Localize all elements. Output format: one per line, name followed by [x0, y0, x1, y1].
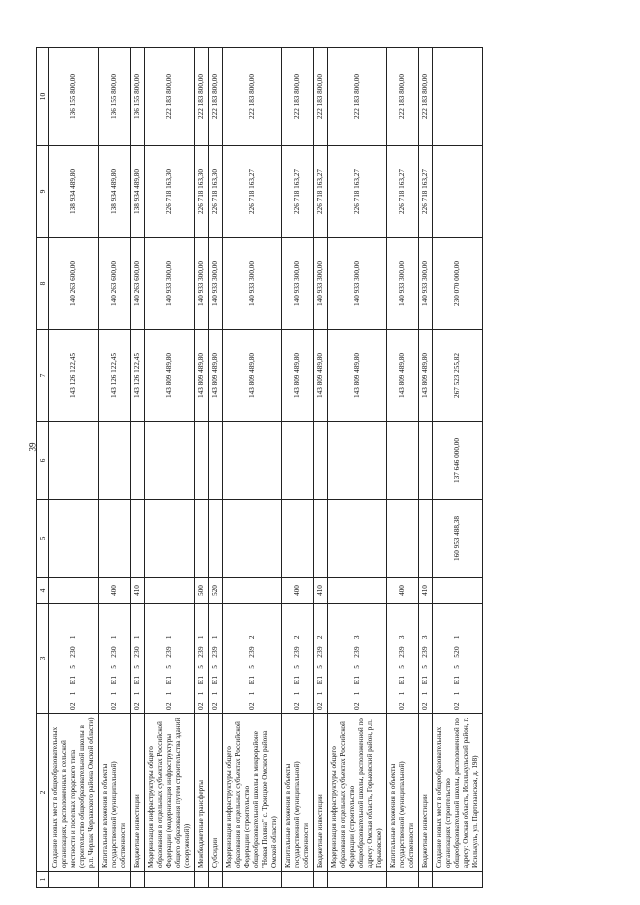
row-description: Межбюджетные трансферты [195, 714, 209, 872]
row-value-c4: 400 [387, 578, 419, 604]
row-value-c6: 137 646 000,00 [433, 422, 483, 500]
column-header-2: 2 [37, 714, 49, 872]
code-part: 3 [352, 635, 361, 640]
code-part: 1 [69, 691, 78, 696]
code-part: 5 [398, 664, 407, 669]
code-part: 239 [165, 646, 174, 658]
code-part: 02 [165, 702, 174, 710]
row-value-c7: 143 809 489,80 [387, 330, 419, 422]
code-part: 02 [398, 702, 407, 710]
row-value-c7: 143 809 489,80 [282, 330, 314, 422]
row-description: Капитальные вложения в объекты государственной (муниципальной) собственности [387, 714, 419, 872]
code-part: 1 [197, 691, 206, 696]
row-description: Создание новых мест в общеобразовательных организациях (строительство общеобразовательной школы, расположенной по адресу: Омская область, Исилькульский район, г. Исилькуль, ул. Партизанская, д. 198) [433, 714, 483, 872]
row-value-c5 [282, 500, 314, 578]
code-part: 1 [165, 691, 174, 696]
row-code [314, 604, 328, 714]
row-index-cell [282, 872, 314, 888]
code-part: 3 [398, 635, 407, 640]
code-part: 239 [421, 646, 430, 658]
row-value-c10: 136 155 800,00 [131, 48, 145, 146]
row-value-c10: 222 183 800,00 [387, 48, 419, 146]
row-description: Модернизация инфраструктуры общего образования в отдельных субъектах Российской Федерации (строительство общеобразовательной школы, расположенной по адресу: Омская область, Горьковский район, р.п. Горьковское) [328, 714, 387, 872]
row-value-c5 [328, 500, 387, 578]
table-row [433, 48, 483, 888]
row-value-c6 [282, 422, 314, 500]
row-value-c8: 230 070 000,00 [433, 238, 483, 330]
code-part: 5 [421, 664, 430, 669]
code-part: E1 [69, 675, 78, 685]
row-code [328, 604, 387, 714]
row-value-c4: 410 [419, 578, 433, 604]
code-part: E1 [110, 675, 119, 685]
row-value-c8: 140 933 300,00 [314, 238, 328, 330]
code-part: 1 [110, 635, 119, 640]
row-value-c6 [145, 422, 195, 500]
code-part: 239 [211, 646, 220, 658]
row-value-c7: 143 809 489,80 [195, 330, 209, 422]
code-part: E1 [197, 675, 206, 685]
row-value-c6 [49, 422, 99, 500]
code-part: 3 [421, 635, 430, 640]
code-part: 239 [247, 646, 256, 658]
row-value-c5 [419, 500, 433, 578]
code-part: 1 [316, 691, 325, 696]
code-part: 5 [211, 664, 220, 669]
row-value-c9: 226 718 163,30 [145, 146, 195, 238]
code-part: 230 [110, 646, 119, 658]
row-description: Капитальные вложения в объекты государственной (муниципальной) собственности [282, 714, 314, 872]
row-value-c7: 267 523 255,82 [433, 330, 483, 422]
code-part: E1 [398, 675, 407, 685]
code-part: 5 [133, 664, 142, 669]
row-value-c6 [99, 422, 131, 500]
row-index-cell [387, 872, 419, 888]
row-value-c4: 400 [282, 578, 314, 604]
row-value-c4 [223, 578, 282, 604]
row-index-cell [433, 872, 483, 888]
row-value-c5 [223, 500, 282, 578]
row-value-c5 [209, 500, 223, 578]
row-value-c6 [387, 422, 419, 500]
row-value-c8: 140 263 600,00 [131, 238, 145, 330]
row-value-c8: 140 933 300,00 [223, 238, 282, 330]
row-value-c8: 140 933 300,00 [387, 238, 419, 330]
row-index-cell [195, 872, 209, 888]
row-value-c10: 222 183 800,00 [209, 48, 223, 146]
row-value-c9: 226 718 163,27 [419, 146, 433, 238]
row-value-c8: 140 263 600,00 [99, 238, 131, 330]
row-index-cell [131, 872, 145, 888]
code-part: 5 [293, 664, 302, 669]
row-value-c9: 226 718 163,27 [387, 146, 419, 238]
code-part: 5 [247, 664, 256, 669]
budget-table [36, 47, 483, 888]
row-value-c9: 138 934 489,80 [131, 146, 145, 238]
row-description: Субсидии [209, 714, 223, 872]
row-value-c6 [131, 422, 145, 500]
row-description: Бюджетные инвестиции [419, 714, 433, 872]
row-value-c7: 143 809 489,80 [328, 330, 387, 422]
column-header-9: 9 [37, 146, 49, 238]
row-value-c10: 222 183 800,00 [282, 48, 314, 146]
code-part: 239 [352, 646, 361, 658]
table-row [328, 48, 387, 888]
code-part: 02 [421, 702, 430, 710]
row-description: Модернизация инфраструктуры общего образования в отдельных субъектах Российской Федерации (строительство общеобразовательной школы в микрорайоне "Новая Поляна" с. Троицкое Омского района Омской области) [223, 714, 282, 872]
row-value-c5 [387, 500, 419, 578]
row-value-c4: 500 [195, 578, 209, 604]
table-row [282, 48, 314, 888]
row-value-c8: 140 933 300,00 [419, 238, 433, 330]
code-part: 230 [133, 646, 142, 658]
row-value-c10: 222 183 800,00 [223, 48, 282, 146]
row-value-c7: 143 126 122,45 [131, 330, 145, 422]
row-value-c4: 520 [209, 578, 223, 604]
code-part: 239 [398, 646, 407, 658]
code-part: E1 [211, 675, 220, 685]
row-value-c9: 226 718 163,27 [223, 146, 282, 238]
row-value-c6 [328, 422, 387, 500]
row-index-cell [209, 872, 223, 888]
row-value-c5 [99, 500, 131, 578]
table-header-row [37, 48, 49, 888]
row-value-c7: 143 126 122,45 [49, 330, 99, 422]
row-index-cell [419, 872, 433, 888]
code-part: E1 [133, 675, 142, 685]
code-part: 5 [316, 664, 325, 669]
code-part: 02 [453, 702, 462, 710]
row-value-c9: 138 934 489,80 [99, 146, 131, 238]
row-index-cell [314, 872, 328, 888]
code-part: 230 [69, 646, 78, 658]
code-part: 02 [133, 702, 142, 710]
row-value-c4 [49, 578, 99, 604]
row-value-c8: 140 933 300,00 [195, 238, 209, 330]
row-value-c4 [145, 578, 195, 604]
row-code [433, 604, 483, 714]
row-value-c10: 222 183 800,00 [419, 48, 433, 146]
code-part: 239 [316, 646, 325, 658]
code-part: 02 [352, 702, 361, 710]
code-part: E1 [352, 675, 361, 685]
row-value-c5 [145, 500, 195, 578]
code-part: 02 [247, 702, 256, 710]
row-value-c10: 222 183 800,00 [145, 48, 195, 146]
row-value-c10: 222 183 800,00 [314, 48, 328, 146]
row-index-cell [328, 872, 387, 888]
row-code [419, 604, 433, 714]
code-part: 5 [352, 664, 361, 669]
table-row [314, 48, 328, 888]
code-part: 1 [453, 635, 462, 640]
code-part: 1 [421, 691, 430, 696]
row-value-c4: 410 [131, 578, 145, 604]
code-part: 520 [453, 646, 462, 658]
code-part: 1 [293, 691, 302, 696]
row-value-c10: 222 183 800,00 [328, 48, 387, 146]
row-description: Модернизация инфраструктуры общего образования в отдельных субъектах Российской Федерации (модернизация инфраструктуры общего образования путем строительства зданий (сооружений)) [145, 714, 195, 872]
row-value-c8: 140 933 300,00 [145, 238, 195, 330]
code-part: 1 [110, 691, 119, 696]
row-code [131, 604, 145, 714]
row-index-cell [223, 872, 282, 888]
row-code [282, 604, 314, 714]
column-header-8: 8 [37, 238, 49, 330]
row-value-c5 [49, 500, 99, 578]
code-part: 5 [165, 664, 174, 669]
code-part: 1 [197, 635, 206, 640]
row-code [145, 604, 195, 714]
row-value-c7: 143 809 489,80 [419, 330, 433, 422]
code-part: 1 [133, 691, 142, 696]
code-part: 2 [247, 635, 256, 640]
table-row [131, 48, 145, 888]
row-value-c9: 226 718 163,30 [209, 146, 223, 238]
row-index-cell [99, 872, 131, 888]
row-value-c10: 222 183 800,00 [195, 48, 209, 146]
code-part: E1 [421, 675, 430, 685]
row-description: Капитальные вложения в объекты государственной (муниципальной) собственности [99, 714, 131, 872]
row-value-c9: 226 718 163,27 [314, 146, 328, 238]
table-row [145, 48, 195, 888]
code-part: 02 [211, 702, 220, 710]
code-part: 1 [352, 691, 361, 696]
row-value-c6 [419, 422, 433, 500]
column-header-3: 3 [37, 604, 49, 714]
row-value-c5 [314, 500, 328, 578]
row-code [387, 604, 419, 714]
row-value-c5 [195, 500, 209, 578]
row-value-c10 [433, 48, 483, 146]
code-part: E1 [165, 675, 174, 685]
row-value-c5 [131, 500, 145, 578]
row-value-c7: 143 809 489,80 [223, 330, 282, 422]
code-part: 1 [211, 635, 220, 640]
row-value-c6 [195, 422, 209, 500]
row-value-c6 [223, 422, 282, 500]
row-code [209, 604, 223, 714]
code-part: E1 [247, 675, 256, 685]
row-value-c4: 400 [99, 578, 131, 604]
table-row [387, 48, 419, 888]
code-part: 2 [316, 635, 325, 640]
code-part: 1 [133, 635, 142, 640]
column-header-6: 6 [37, 422, 49, 500]
row-value-c8: 140 933 300,00 [328, 238, 387, 330]
code-part: 239 [293, 646, 302, 658]
rotated-table-wrapper [36, 48, 588, 888]
code-part: 1 [398, 691, 407, 696]
row-description: Создание новых мест в общеобразовательных организациях, расположенных в сельской местности и поселках городского типа (строительство общеобразовательной школы в р.п. Черлак Черлакского района Омской области) [49, 714, 99, 872]
row-value-c6 [209, 422, 223, 500]
code-part: 5 [69, 664, 78, 669]
row-value-c5: 160 953 488,38 [433, 500, 483, 578]
row-value-c9: 138 934 489,80 [49, 146, 99, 238]
row-description: Бюджетные инвестиции [131, 714, 145, 872]
code-part: 1 [453, 691, 462, 696]
row-value-c10: 136 155 800,00 [49, 48, 99, 146]
code-part: 5 [197, 664, 206, 669]
code-part: 1 [69, 635, 78, 640]
row-description: Бюджетные инвестиции [314, 714, 328, 872]
table-row [209, 48, 223, 888]
row-index-cell [49, 872, 99, 888]
code-part: 2 [293, 635, 302, 640]
code-part: 02 [69, 702, 78, 710]
row-value-c9: 226 718 163,27 [328, 146, 387, 238]
row-value-c8: 140 933 300,00 [209, 238, 223, 330]
row-value-c7: 143 809 489,80 [145, 330, 195, 422]
row-value-c4: 410 [314, 578, 328, 604]
column-header-7: 7 [37, 330, 49, 422]
code-part: 5 [110, 664, 119, 669]
row-value-c8: 140 263 600,00 [49, 238, 99, 330]
row-value-c7: 143 809 489,80 [209, 330, 223, 422]
row-value-c7: 143 126 122,45 [99, 330, 131, 422]
row-value-c7: 143 809 489,80 [314, 330, 328, 422]
code-part: 02 [316, 702, 325, 710]
row-value-c9: 226 718 163,30 [195, 146, 209, 238]
code-part: 02 [197, 702, 206, 710]
row-value-c4 [433, 578, 483, 604]
row-value-c9 [433, 146, 483, 238]
row-code [99, 604, 131, 714]
column-header-4: 4 [37, 578, 49, 604]
code-part: 1 [165, 635, 174, 640]
code-part: E1 [293, 675, 302, 685]
row-code [49, 604, 99, 714]
column-header-1: 1 [37, 872, 49, 888]
code-part: E1 [453, 675, 462, 685]
table-row [223, 48, 282, 888]
row-value-c6 [314, 422, 328, 500]
column-header-10: 10 [37, 48, 49, 146]
code-part: 02 [293, 702, 302, 710]
code-part: E1 [316, 675, 325, 685]
row-code [195, 604, 209, 714]
code-part: 1 [247, 691, 256, 696]
row-value-c9: 226 718 163,27 [282, 146, 314, 238]
row-value-c10: 136 155 800,00 [99, 48, 131, 146]
row-value-c8: 140 933 300,00 [282, 238, 314, 330]
code-part: 02 [110, 702, 119, 710]
table-row [195, 48, 209, 888]
table-row [49, 48, 99, 888]
table-row [419, 48, 433, 888]
row-index-cell [145, 872, 195, 888]
table-row [99, 48, 131, 888]
row-value-c4 [328, 578, 387, 604]
page-number: 39 [27, 442, 38, 452]
column-header-5: 5 [37, 500, 49, 578]
row-code [223, 604, 282, 714]
code-part: 5 [453, 664, 462, 669]
code-part: 1 [211, 691, 220, 696]
code-part: 239 [197, 646, 206, 658]
